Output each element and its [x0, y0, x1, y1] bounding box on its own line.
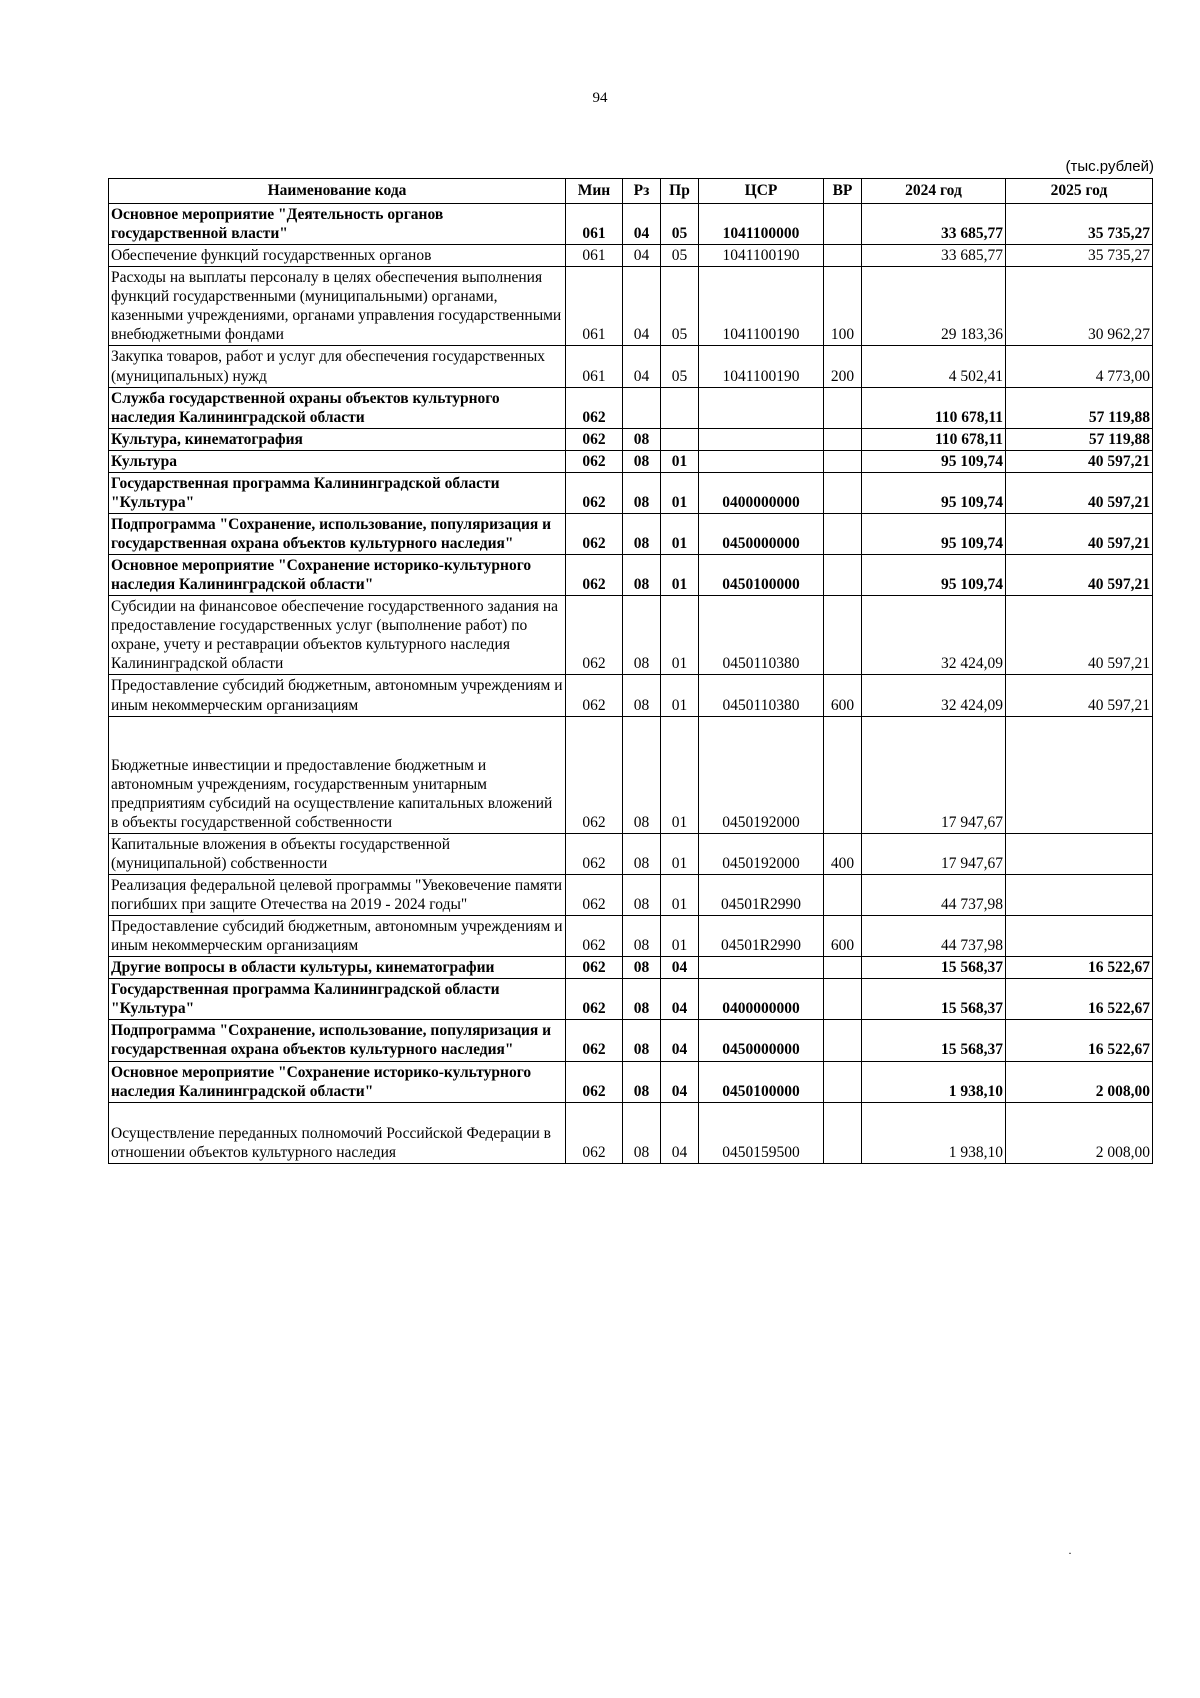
table-row	[109, 472, 1153, 513]
cell-csr: 0450192000	[699, 716, 824, 833]
cell-pr	[661, 428, 699, 450]
cell-pr: 04	[661, 1020, 699, 1061]
table-row	[109, 450, 1153, 472]
cell-rz: 08	[623, 1020, 661, 1061]
cell-vr	[824, 596, 862, 675]
table-row	[109, 346, 1153, 387]
header-min: Мин	[566, 179, 623, 204]
cell-pr: 01	[661, 874, 699, 915]
cell-min: 061	[566, 267, 623, 346]
cell-name: Культура	[109, 450, 566, 472]
cell-min: 062	[566, 472, 623, 513]
cell-name: Другие вопросы в области культуры, кинематографии	[109, 957, 566, 979]
cell-rz: 08	[623, 916, 661, 957]
cell-2025: 16 522,67	[1006, 979, 1153, 1020]
cell-name: Субсидии на финансовое обеспечение государственного задания на предоставление государственных услуг (выполнение работ) по охране, учету и реставрации объектов культурного наследия Калининградской области	[109, 596, 566, 675]
header-pr: Пр	[661, 179, 699, 204]
cell-rz: 04	[623, 267, 661, 346]
cell-2025: 57 119,88	[1006, 428, 1153, 450]
table-body	[109, 204, 1153, 1164]
cell-rz: 04	[623, 245, 661, 267]
cell-csr: 0450110380	[699, 675, 824, 716]
cell-min: 062	[566, 874, 623, 915]
table-header-row	[109, 179, 1153, 204]
cell-rz: 08	[623, 1061, 661, 1102]
cell-csr: 1041100190	[699, 346, 824, 387]
cell-2025: 40 597,21	[1006, 675, 1153, 716]
cell-name: Предоставление субсидий бюджетным, автономным учреждениям и иным некоммерческим организациям	[109, 916, 566, 957]
cell-vr	[824, 555, 862, 596]
cell-pr: 01	[661, 472, 699, 513]
table-row	[109, 716, 1153, 833]
cell-spacer	[111, 1104, 563, 1124]
cell-rz: 08	[623, 874, 661, 915]
cell-2024: 32 424,09	[862, 675, 1006, 716]
cell-vr	[824, 245, 862, 267]
cell-vr: 400	[824, 833, 862, 874]
page-number: 94	[592, 90, 608, 106]
table-row	[109, 513, 1153, 554]
cell-name: Обеспечение функций государственных органов	[109, 245, 566, 267]
cell-rz: 08	[623, 450, 661, 472]
header-2024: 2024 год	[862, 179, 1006, 204]
table-row	[109, 675, 1153, 716]
header-vr: ВР	[824, 179, 862, 204]
cell-vr: 100	[824, 267, 862, 346]
header-rz: Рз	[623, 179, 661, 204]
cell-pr: 01	[661, 513, 699, 554]
cell-name-text: Бюджетные инвестиции и предоставление бюджетным и автономным учреждениям, государственным унитарным предприятиям субсидий на осуществление капитальных вложений в объекты государственной собственности	[111, 756, 553, 831]
header-2025: 2025 год	[1006, 179, 1153, 204]
cell-2025: 40 597,21	[1006, 555, 1153, 596]
cell-2025: 16 522,67	[1006, 957, 1153, 979]
cell-vr	[824, 472, 862, 513]
cell-csr: 0450192000	[699, 833, 824, 874]
cell-vr	[824, 513, 862, 554]
table-row	[109, 833, 1153, 874]
cell-rz: 04	[623, 204, 661, 245]
cell-min: 062	[566, 716, 623, 833]
cell-pr: 01	[661, 555, 699, 596]
cell-vr: 200	[824, 346, 862, 387]
cell-vr	[824, 450, 862, 472]
cell-csr: 0450100000	[699, 555, 824, 596]
cell-name-text: Осуществление переданных полномочий Российской Федерации в отношении объектов культурного наследия	[111, 1124, 551, 1161]
cell-min: 061	[566, 346, 623, 387]
cell-min: 062	[566, 833, 623, 874]
cell-csr: 0450000000	[699, 513, 824, 554]
cell-pr: 05	[661, 346, 699, 387]
table-row	[109, 245, 1153, 267]
cell-csr: 0450000000	[699, 1020, 824, 1061]
cell-rz: 08	[623, 675, 661, 716]
cell-min: 062	[566, 387, 623, 428]
header-name: Наименование кода	[109, 179, 566, 204]
cell-rz: 04	[623, 346, 661, 387]
cell-name: Предоставление субсидий бюджетным, автономным учреждениям и иным некоммерческим организациям	[109, 675, 566, 716]
cell-rz: 08	[623, 957, 661, 979]
cell-2024: 4 502,41	[862, 346, 1006, 387]
cell-pr: 04	[661, 1102, 699, 1163]
cell-name: Закупка товаров, работ и услуг для обеспечения государственных (муниципальных) нужд	[109, 346, 566, 387]
cell-min: 062	[566, 428, 623, 450]
table-row	[109, 957, 1153, 979]
cell-vr	[824, 204, 862, 245]
cell-name: Государственная программа Калининградской области "Культура"	[109, 472, 566, 513]
table-row	[109, 596, 1153, 675]
cell-pr: 01	[661, 596, 699, 675]
cell-min: 062	[566, 513, 623, 554]
cell-2025: 40 597,21	[1006, 513, 1153, 554]
cell-min: 062	[566, 675, 623, 716]
table-row	[109, 916, 1153, 957]
cell-name: Государственная программа Калининградской области "Культура"	[109, 979, 566, 1020]
cell-rz: 08	[623, 979, 661, 1020]
cell-csr: 0450159500	[699, 1102, 824, 1163]
cell-min: 062	[566, 596, 623, 675]
cell-2025	[1006, 874, 1153, 915]
cell-csr	[699, 450, 824, 472]
cell-rz: 08	[623, 555, 661, 596]
cell-name	[109, 1102, 566, 1163]
cell-2024: 44 737,98	[862, 916, 1006, 957]
cell-name: Основное мероприятие "Сохранение историко-культурного наследия Калининградской области"	[109, 1061, 566, 1102]
cell-min: 061	[566, 204, 623, 245]
cell-name: Основное мероприятие "Деятельность органов государственной власти"	[109, 204, 566, 245]
cell-2024: 95 109,74	[862, 555, 1006, 596]
table-row	[109, 874, 1153, 915]
cell-rz: 08	[623, 1102, 661, 1163]
cell-2025	[1006, 716, 1153, 833]
table-row	[109, 267, 1153, 346]
cell-csr: 1041100190	[699, 267, 824, 346]
cell-rz: 08	[623, 513, 661, 554]
cell-rz: 08	[623, 428, 661, 450]
cell-csr: 1041100190	[699, 245, 824, 267]
cell-2025: 40 597,21	[1006, 472, 1153, 513]
table-row	[109, 1102, 1153, 1163]
cell-2024: 17 947,67	[862, 716, 1006, 833]
units-label: (тыс.рублей)	[1065, 158, 1154, 175]
cell-name: Основное мероприятие "Сохранение историко-культурного наследия Калининградской области"	[109, 555, 566, 596]
cell-2025: 57 119,88	[1006, 387, 1153, 428]
table-row	[109, 204, 1153, 245]
cell-vr	[824, 957, 862, 979]
cell-rz: 08	[623, 833, 661, 874]
cell-2024: 15 568,37	[862, 1020, 1006, 1061]
table-row	[109, 979, 1153, 1020]
cell-vr: 600	[824, 916, 862, 957]
cell-vr	[824, 716, 862, 833]
cell-2024: 44 737,98	[862, 874, 1006, 915]
cell-csr	[699, 387, 824, 428]
cell-pr	[661, 387, 699, 428]
cell-csr	[699, 957, 824, 979]
cell-vr	[824, 428, 862, 450]
cell-pr: 01	[661, 675, 699, 716]
cell-name: Реализация федеральной целевой программы "Увековечение памяти погибших при защите Отечества на 2019 - 2024 годы"	[109, 874, 566, 915]
cell-2024: 110 678,11	[862, 387, 1006, 428]
cell-2025: 35 735,27	[1006, 204, 1153, 245]
cell-2024: 95 109,74	[862, 472, 1006, 513]
cell-2024: 33 685,77	[862, 204, 1006, 245]
cell-csr: 0450110380	[699, 596, 824, 675]
cell-rz: 08	[623, 716, 661, 833]
cell-min: 062	[566, 979, 623, 1020]
cell-csr: 0400000000	[699, 472, 824, 513]
table-row	[109, 555, 1153, 596]
cell-rz: 08	[623, 472, 661, 513]
cell-2024: 15 568,37	[862, 957, 1006, 979]
cell-2024: 95 109,74	[862, 450, 1006, 472]
table-row	[109, 1020, 1153, 1061]
cell-rz	[623, 387, 661, 428]
cell-2025	[1006, 833, 1153, 874]
cell-name: Служба государственной охраны объектов культурного наследия Калининградской области	[109, 387, 566, 428]
cell-min: 062	[566, 916, 623, 957]
cell-name	[109, 716, 566, 833]
cell-2024: 32 424,09	[862, 596, 1006, 675]
cell-2024: 15 568,37	[862, 979, 1006, 1020]
cell-name: Подпрограмма "Сохранение, использование, популяризация и государственная охрана объектов культурного наследия"	[109, 1020, 566, 1061]
cell-pr: 01	[661, 450, 699, 472]
cell-2025: 30 962,27	[1006, 267, 1153, 346]
cell-rz: 08	[623, 596, 661, 675]
cell-pr: 05	[661, 267, 699, 346]
cell-min: 061	[566, 245, 623, 267]
cell-name: Подпрограмма "Сохранение, использование, популяризация и государственная охрана объектов культурного наследия"	[109, 513, 566, 554]
table-row	[109, 387, 1153, 428]
cell-csr: 04501R2990	[699, 874, 824, 915]
cell-pr: 05	[661, 204, 699, 245]
cell-name: Культура, кинематография	[109, 428, 566, 450]
cell-min: 062	[566, 450, 623, 472]
cell-2025: 16 522,67	[1006, 1020, 1153, 1061]
cell-2024: 17 947,67	[862, 833, 1006, 874]
cell-2025: 4 773,00	[1006, 346, 1153, 387]
cell-2025: 40 597,21	[1006, 596, 1153, 675]
cell-min: 062	[566, 1061, 623, 1102]
budget-table	[108, 178, 1153, 1164]
cell-2024: 110 678,11	[862, 428, 1006, 450]
cell-2025	[1006, 916, 1153, 957]
cell-pr: 01	[661, 916, 699, 957]
cell-2025: 2 008,00	[1006, 1061, 1153, 1102]
cell-vr	[824, 387, 862, 428]
cell-pr: 01	[661, 716, 699, 833]
cell-min: 062	[566, 1102, 623, 1163]
cell-2025: 2 008,00	[1006, 1102, 1153, 1163]
cell-csr: 0400000000	[699, 979, 824, 1020]
cell-2024: 29 183,36	[862, 267, 1006, 346]
cell-name: Расходы на выплаты персоналу в целях обеспечения выполнения функций государственными (муниципальными) органами, казенными учреждениями, органами управления государственными внебюджетными фондами	[109, 267, 566, 346]
header-csr: ЦСР	[699, 179, 824, 204]
cell-2024: 95 109,74	[862, 513, 1006, 554]
cell-min: 062	[566, 555, 623, 596]
cell-2024: 1 938,10	[862, 1061, 1006, 1102]
cell-csr: 04501R2990	[699, 916, 824, 957]
cell-min: 062	[566, 1020, 623, 1061]
table-row	[109, 1061, 1153, 1102]
cell-2025: 40 597,21	[1006, 450, 1153, 472]
cell-2024: 1 938,10	[862, 1102, 1006, 1163]
cell-2024: 33 685,77	[862, 245, 1006, 267]
cell-2025: 35 735,27	[1006, 245, 1153, 267]
cell-vr	[824, 1102, 862, 1163]
cell-min: 062	[566, 957, 623, 979]
cell-vr	[824, 1061, 862, 1102]
cell-pr: 04	[661, 979, 699, 1020]
scan-mark: ·	[1068, 1546, 1072, 1560]
cell-csr: 1041100000	[699, 204, 824, 245]
cell-vr	[824, 979, 862, 1020]
cell-vr: 600	[824, 675, 862, 716]
cell-pr: 04	[661, 1061, 699, 1102]
table-row	[109, 428, 1153, 450]
cell-name: Капитальные вложения в объекты государственной (муниципальной) собственности	[109, 833, 566, 874]
cell-csr: 0450100000	[699, 1061, 824, 1102]
cell-pr: 04	[661, 957, 699, 979]
cell-csr	[699, 428, 824, 450]
cell-vr	[824, 1020, 862, 1061]
cell-pr: 01	[661, 833, 699, 874]
cell-spacer	[111, 718, 563, 756]
cell-vr	[824, 874, 862, 915]
cell-pr: 05	[661, 245, 699, 267]
